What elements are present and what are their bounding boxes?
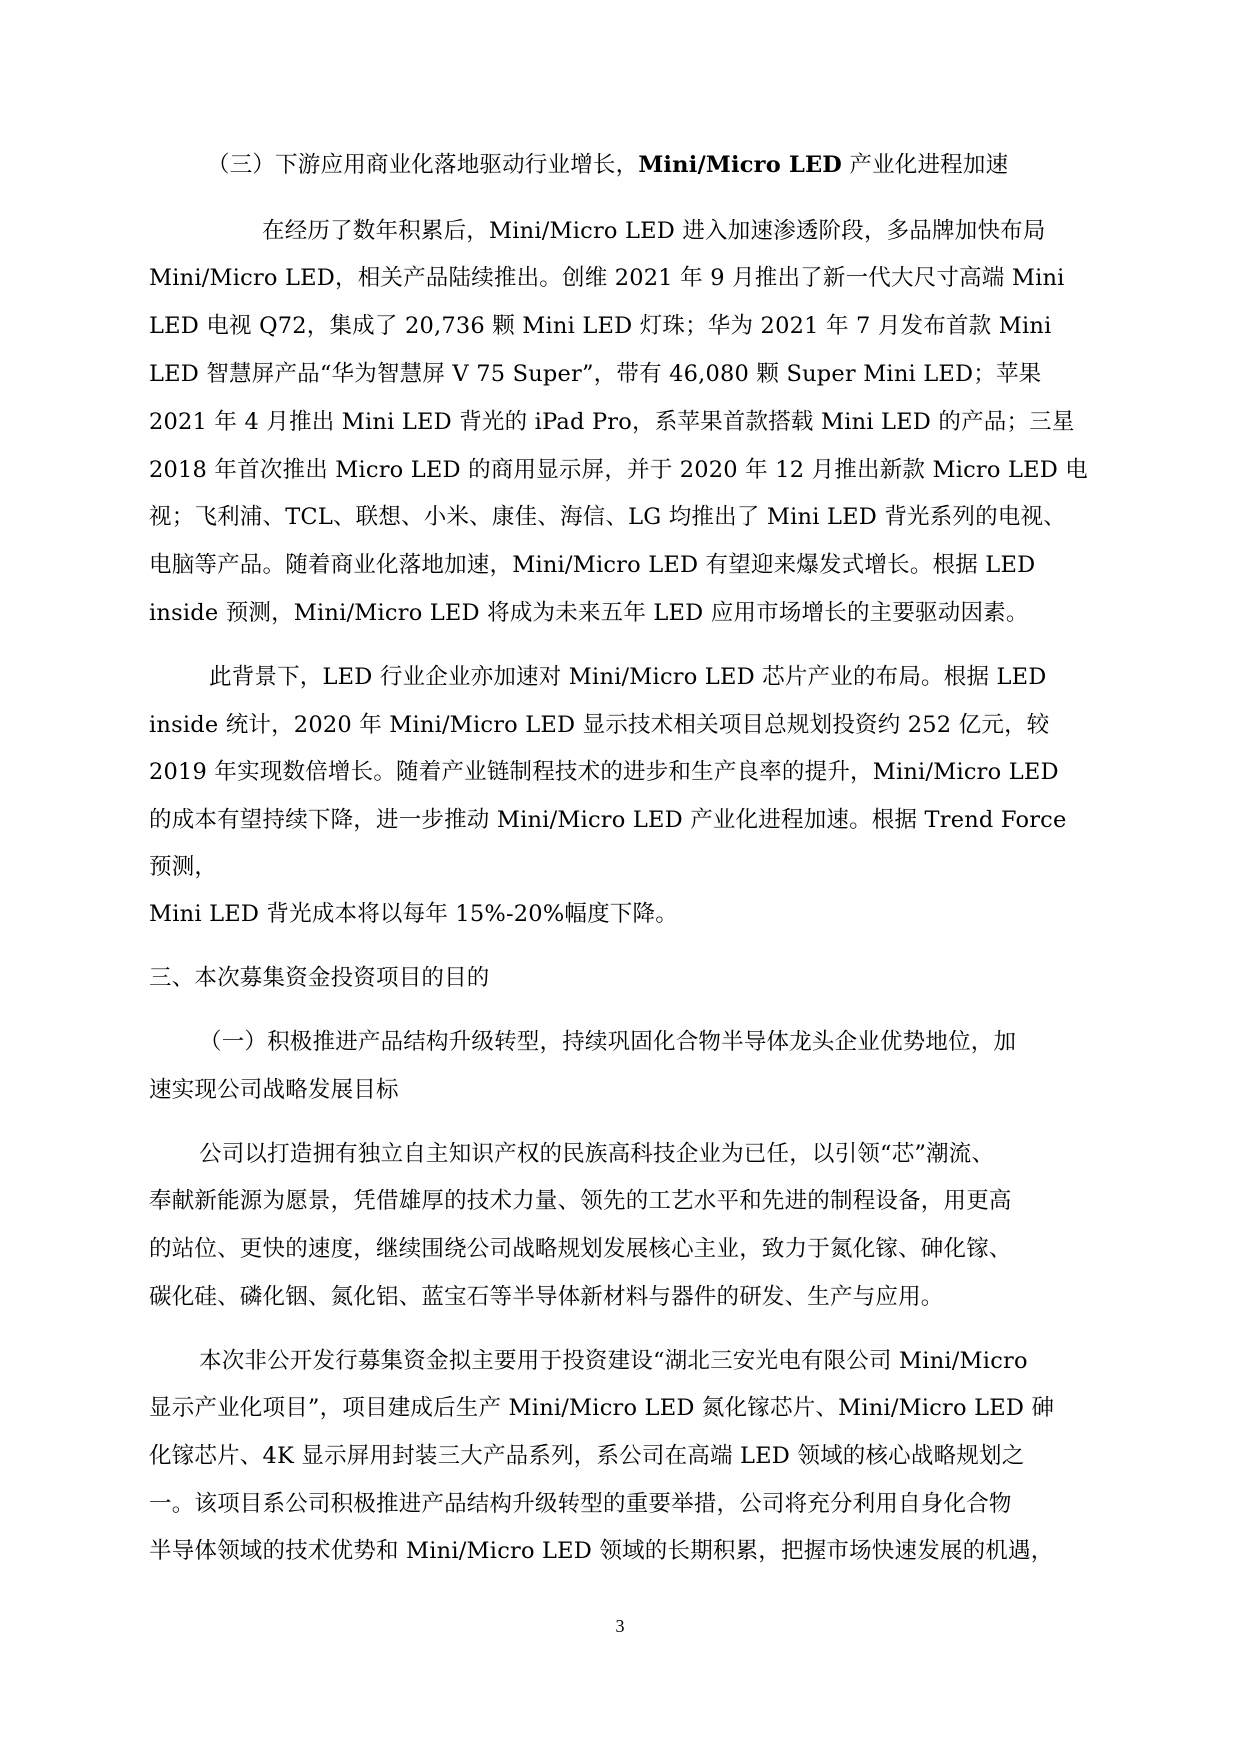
paragraph-line: 在经历了数年积累后，Mini/Micro LED 进入加速渗透阶段，多品牌加快布局 <box>262 218 1046 244</box>
heading-suffix: 产业化进程加速 <box>842 152 1009 178</box>
paragraph-line: LED 电视 Q72，集成了 20,736 颗 Mini LED 灯珠；华为 2021 年 7 月发布首款 Mini <box>149 313 1052 339</box>
paragraph-line: 2021 年 4 月推出 Mini LED 背光的 iPad Pro，系苹果首款搭载 Mini LED 的产品；三星 <box>149 409 1075 435</box>
paragraph-line: 电脑等产品。随着商业化落地加速，Mini/Micro LED 有望迎来爆发式增长。根据 LED <box>149 552 1036 578</box>
heading-bold-term: Mini/Micro LED <box>638 152 843 178</box>
paragraph-line: 2018 年首次推出 Micro LED 的商用显示屏，并于 2020 年 12 月推出新款 Micro LED 电 <box>149 457 1089 483</box>
paragraph-line: 公司以打造拥有独立自主知识产权的民族高科技企业为已任，以引领“芯”潮流、 <box>199 1141 995 1167</box>
subsection-heading: （一）积极推进产品结构升级转型，持续巩固化合物半导体龙头企业优势地位，加 <box>199 1029 1017 1055</box>
paragraph-line: 视；飞利浦、TCL、联想、小米、康佳、海信、LG 均推出了 Mini LED 背光系列的电视、 <box>149 504 1066 530</box>
paragraph-line: 显示产业化项目”，项目建成后生产 Mini/Micro LED 氮化镓芯片、Mini/Micro LED 砷 <box>149 1395 1055 1421</box>
heading-prefix: （三）下游应用商业化落地驱动行业增长， <box>207 152 639 178</box>
paragraph-line: 的站位、更快的速度，继续围绕公司战略规划发展核心主业，致力于氮化镓、砷化镓、 <box>149 1236 1012 1262</box>
paragraph-line: 奉献新能源为愿景，凭借雄厚的技术力量、领先的工艺水平和先进的制程设备，用更高 <box>149 1188 1012 1214</box>
paragraph-line: 预测， <box>149 854 218 880</box>
paragraph-line: inside 预测，Mini/Micro LED 将成为未来五年 LED 应用市场增长的主要驱动因素。 <box>149 600 1029 626</box>
paragraph-line: 半导体领域的技术优势和 Mini/Micro LED 领域的长期积累，把握市场快速发展的机遇， <box>149 1538 1054 1564</box>
heading-downstream-applications <box>207 150 1157 180</box>
paragraph-line: 2019 年实现数倍增长。随着产业链制程技术的进步和生产良率的提升，Mini/Micro LED <box>149 759 1059 785</box>
paragraph-line: 本次非公开发行募集资金拟主要用于投资建设“湖北三安光电有限公司 Mini/Micro <box>199 1348 1028 1374</box>
page-number: 3 <box>615 1616 625 1636</box>
paragraph-line: LED 智慧屏产品“华为智慧屏 V 75 Super”，带有 46,080 颗 Super Mini LED；苹果 <box>149 361 1042 387</box>
paragraph-line: 化镓芯片、4K 显示屏用封装三大产品系列，系公司在高端 LED 领域的核心战略规划之 <box>149 1443 1025 1469</box>
paragraph-line: 一。该项目系公司积极推进产品结构升级转型的重要举措，公司将充分利用自身化合物 <box>149 1491 1012 1517</box>
subsection-heading: 速实现公司战略发展目标 <box>149 1077 399 1103</box>
paragraph-line: 的成本有望持续下降，进一步推动 Mini/Micro LED 产业化进程加速。根据 Trend Force <box>149 807 1067 833</box>
paragraph-line: 此背景下，LED 行业企业亦加速对 Mini/Micro LED 芯片产业的布局。根据 LED <box>209 664 1047 690</box>
paragraph-line: Mini/Micro LED，相关产品陆续推出。创维 2021 年 9 月推出了新一代大尺寸高端 Mini <box>149 265 1065 291</box>
paragraph-line: inside 统计，2020 年 Mini/Micro LED 显示技术相关项目总规划投资约 252 亿元，较 <box>149 712 1050 738</box>
paragraph-line: Mini LED 背光成本将以每年 15%-20%幅度下降。 <box>149 901 678 927</box>
paragraph-line: 碳化硅、磷化铟、氮化铝、蓝宝石等半导体新材料与器件的研发、生产与应用。 <box>149 1284 944 1310</box>
section-heading: 三、本次募集资金投资项目的目的 <box>149 965 490 991</box>
